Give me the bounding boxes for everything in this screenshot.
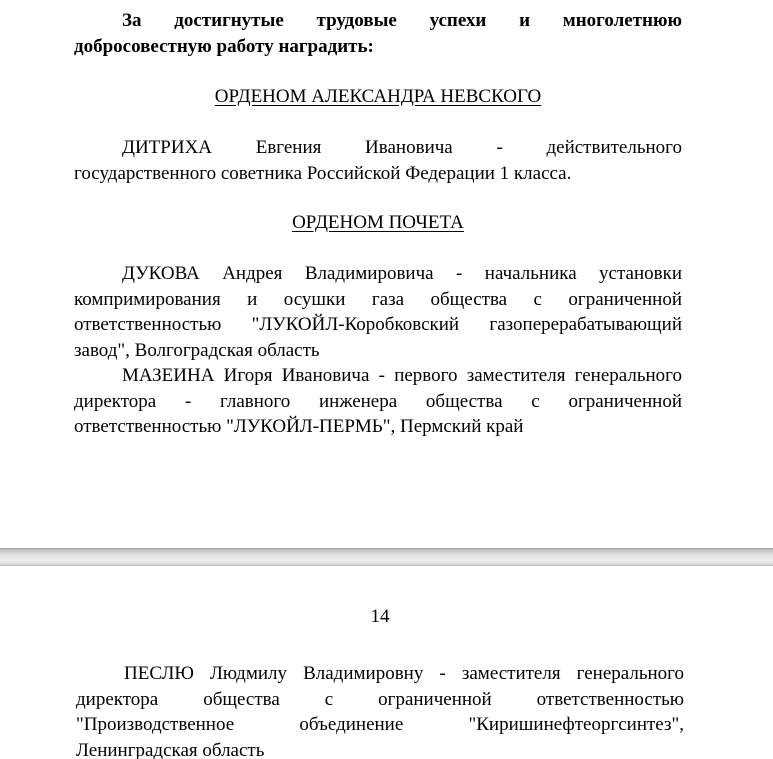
award-entry-dukov: [74, 261, 682, 363]
award-entry-line: ответственностью "ЛУКОЙЛ-Коробковский газоперерабатывающий: [74, 314, 682, 335]
award-intro-line: За достигнутые трудовые успехи и многолетнюю: [122, 10, 682, 31]
award-entry-line: Ленинградская область: [76, 739, 265, 759]
award-entry-line: директора - главного инженера общества с ограниченной: [74, 390, 682, 412]
page-number: 14: [370, 606, 390, 627]
award-entry-line: "Производственное объединение "Киришинефтеоргсинтез",: [76, 714, 684, 735]
award-entry-line: компримирования и осушки газа общества с ограниченной: [74, 288, 682, 310]
award-entry-mazein: [74, 363, 682, 440]
award-entry-line: завод", Волгоградская область: [74, 339, 320, 361]
award-entry-line: ДУКОВА Андрея Владимировича - начальника установки: [122, 263, 682, 284]
award-entry-line: ДИТРИХА Евгения Ивановича - действительного: [122, 137, 682, 158]
order-heading-alexander-nevsky: ОРДЕНОМ АЛЕКСАНДРА НЕВСКОГО: [214, 86, 542, 107]
award-entry-line: ПЕСЛЮ Людмилу Владимировну - заместителя генерального: [124, 663, 684, 684]
award-intro-line: добросовестную работу наградить:: [74, 35, 374, 57]
page-break-separator: [0, 548, 773, 566]
document-page-bottom: [0, 566, 773, 759]
award-entry-line: ответственностью "ЛУКОЙЛ-ПЕРМЬ", Пермский край: [74, 416, 524, 437]
order-heading-pocheta: ОРДЕНОМ ПОЧЕТА: [292, 212, 464, 233]
award-entry-peslyu: [76, 661, 684, 759]
award-entry-line: директора общества с ограниченной ответственностью: [76, 688, 684, 710]
award-entry-line: государственного советника Российской Федерации 1 класса.: [74, 162, 572, 184]
award-intro-paragraph: [74, 8, 682, 59]
award-entry-line: МАЗЕИНА Игоря Ивановича - первого заместителя генерального: [122, 365, 682, 386]
award-entry-ditrikh: [74, 135, 682, 186]
